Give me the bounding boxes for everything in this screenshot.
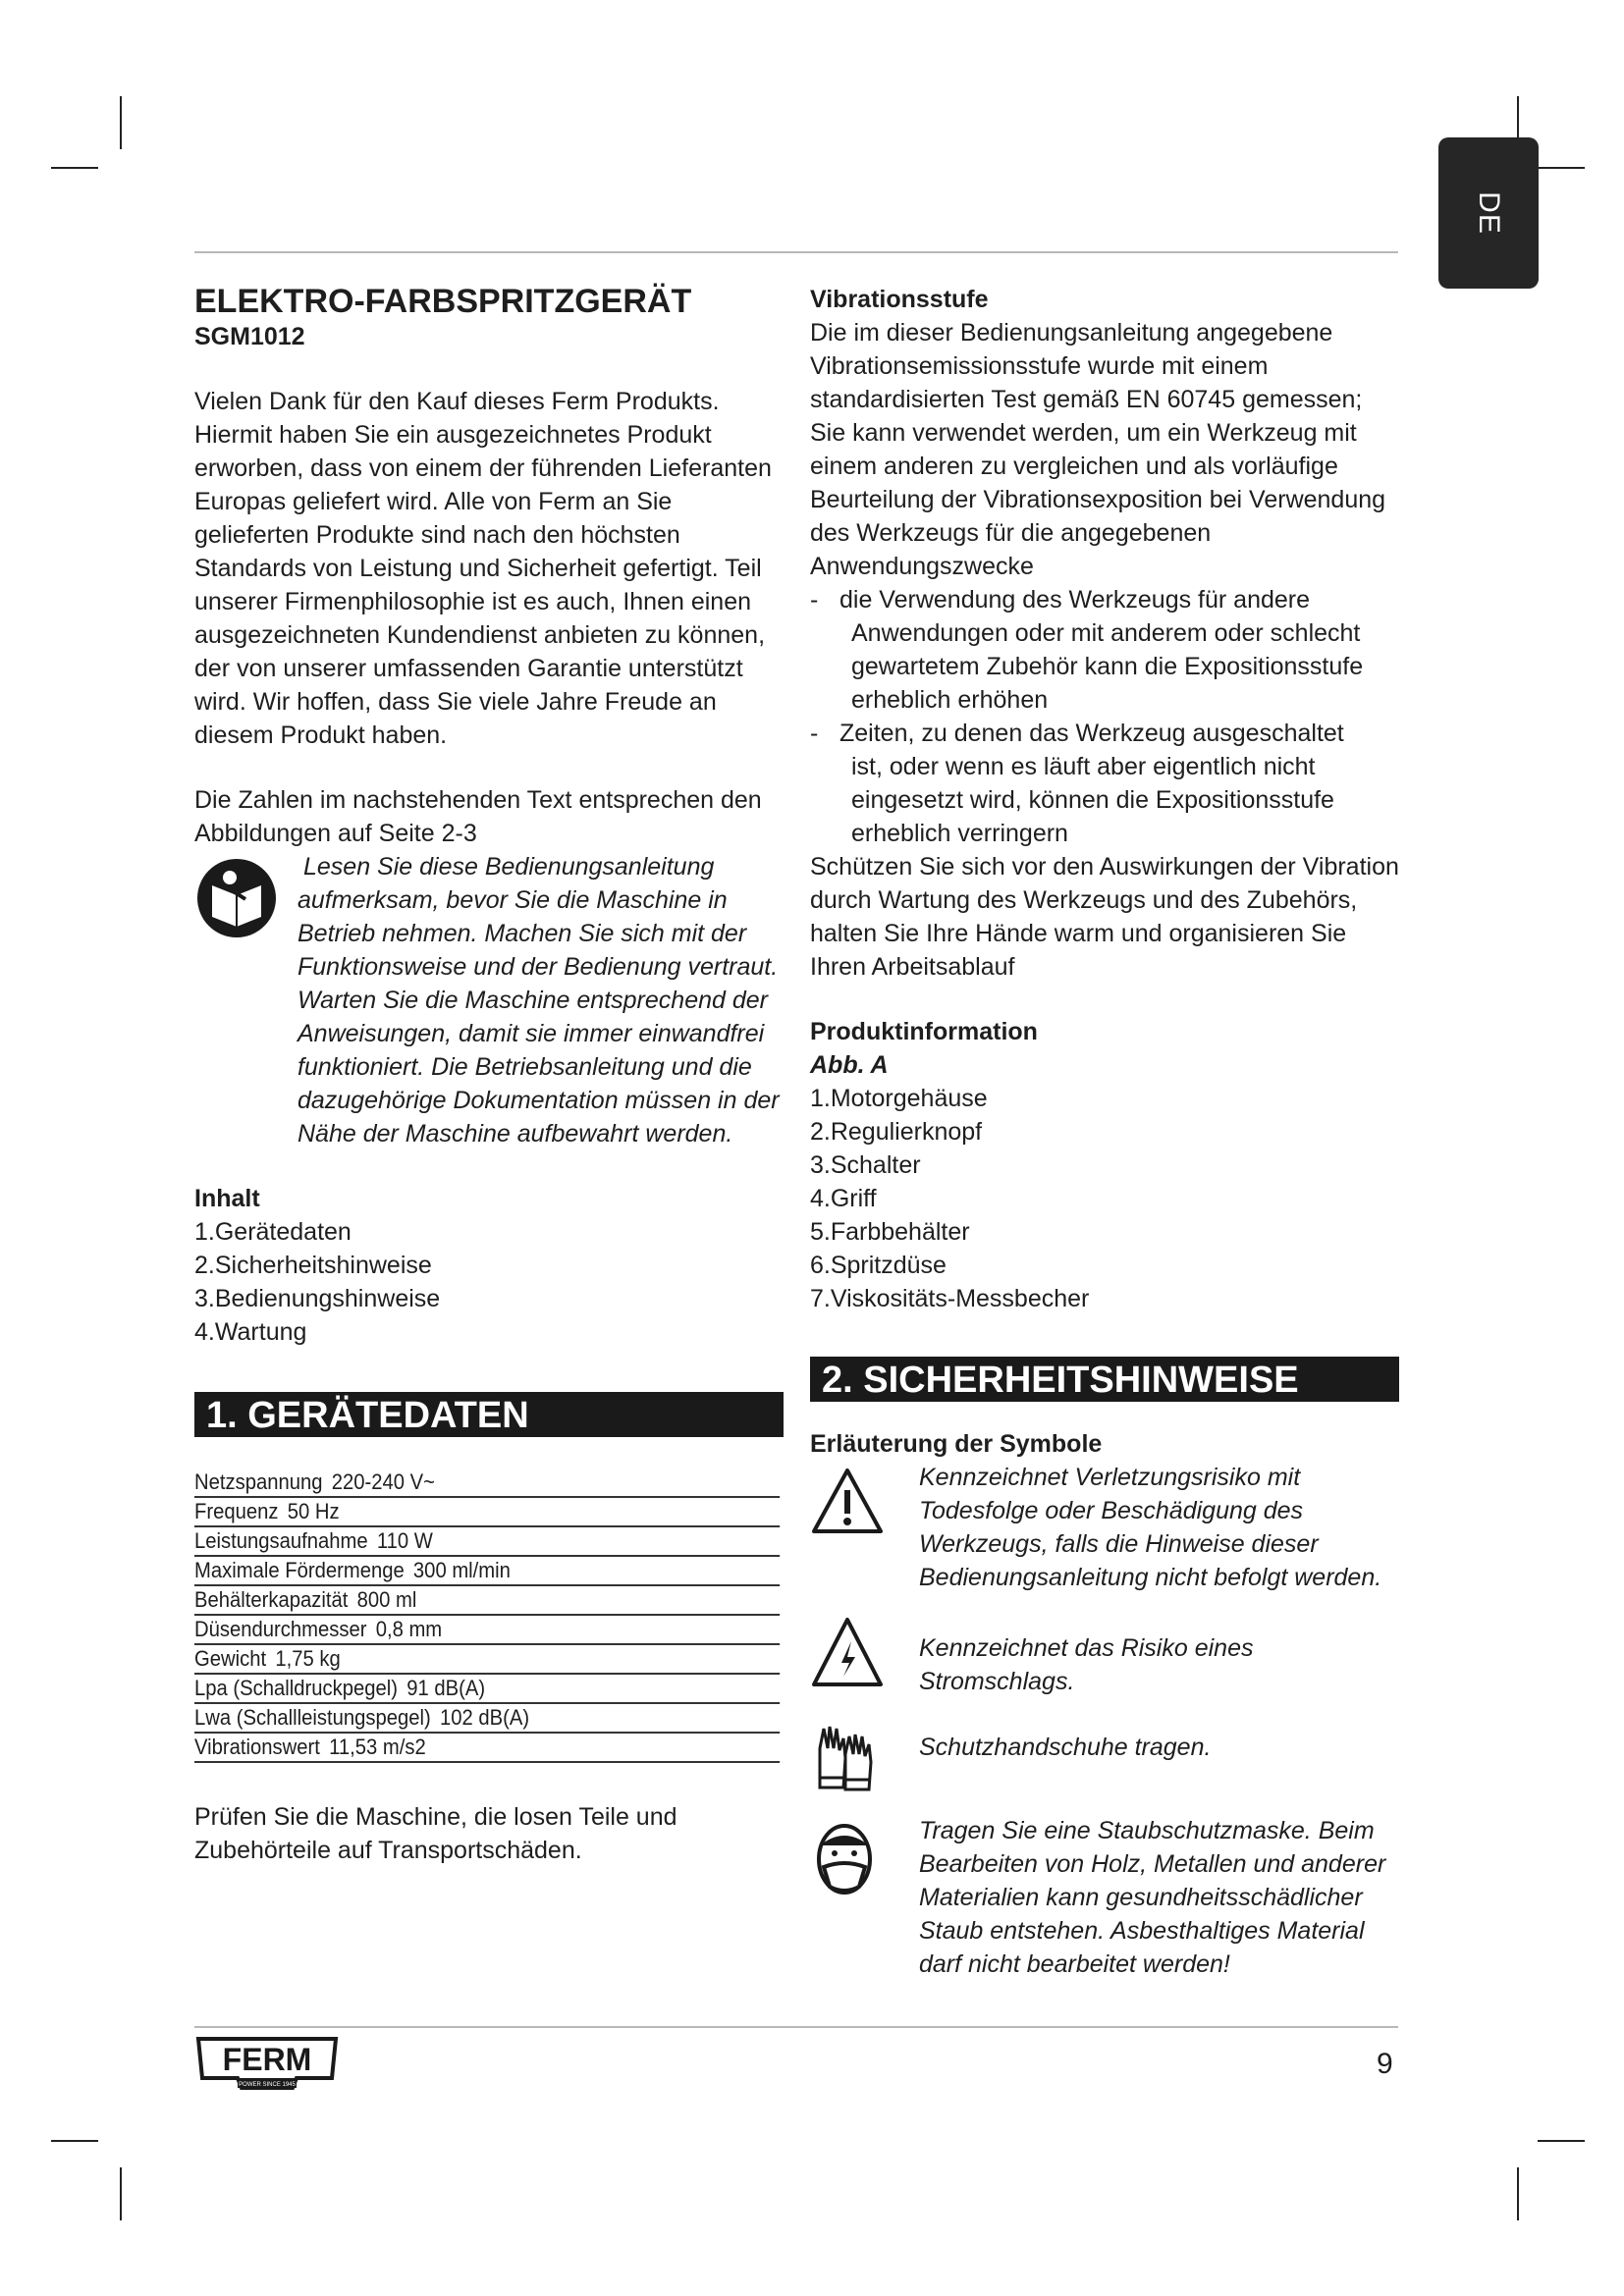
ferm-logo: [194, 2035, 340, 2092]
spec-row: [194, 1527, 780, 1557]
model-number: SGM1012: [194, 323, 305, 350]
spec-row: [194, 1586, 780, 1616]
electric-shock-icon: [810, 1616, 885, 1690]
page-number: 9: [1377, 2048, 1393, 2080]
spec-row: [194, 1616, 780, 1645]
gloves-icon: [810, 1719, 879, 1791]
contents-item: 1.Gerätedaten: [194, 1218, 352, 1246]
spec-row: [194, 1675, 780, 1704]
vibration-bullets: [810, 583, 1399, 850]
specs-table: [194, 1468, 784, 1763]
spec-label: Lpa (Schalldruckpegel): [194, 1676, 399, 1700]
contents-item: 2.Sicherheitshinweise: [194, 1252, 432, 1279]
spec-label: Leistungsaufnahme: [194, 1528, 368, 1553]
part-item: 2.Regulierknopf: [810, 1118, 983, 1146]
spec-label: Lwa (Schallleistungspegel): [194, 1705, 431, 1730]
spec-value: 300 ml/min: [412, 1558, 511, 1582]
spec-row: [194, 1734, 780, 1763]
crop-mark: [120, 96, 122, 149]
symbol-text: Schutzhandschuhe tragen.: [919, 1734, 1212, 1761]
symbol-text: Tragen Sie eine Staubschutzmaske. Beim Bearbeiten von Holz, Metallen und anderer Materialien kann gesundheitsschädlicher Staub entstehen. Asbesthaltiges Material darf nicht bearbeitet werden!: [919, 1817, 1386, 1978]
spec-row: [194, 1498, 780, 1527]
spec-value: 50 Hz: [287, 1499, 340, 1523]
read-manual-icon: [194, 856, 279, 940]
part-item: 5.Farbbehälter: [810, 1218, 970, 1246]
spec-label: Netzspannung: [194, 1469, 323, 1494]
part-item: 4.Griff: [810, 1185, 877, 1212]
dust-mask-icon: [810, 1820, 879, 1898]
spec-label: Frequenz: [194, 1499, 279, 1523]
figure-label: Abb. A: [810, 1051, 889, 1079]
spec-value: 1,75 kg: [275, 1646, 341, 1671]
left-column: [194, 283, 784, 1867]
spec-row: [194, 1468, 780, 1498]
spec-label: Maximale Fördermenge: [194, 1558, 405, 1582]
bullet-rest: Anwendungen oder mit anderem oder schlecht gewartetem Zubehör kann die Expositionsstufe erheblich erhöhen: [851, 619, 1364, 714]
spec-label: Düsendurchmesser: [194, 1617, 367, 1641]
symbols-heading: Erläuterung der Symbole: [810, 1430, 1103, 1458]
crop-mark: [51, 167, 98, 169]
figures-note: Die Zahlen im nachstehenden Text entsprechen den Abbildungen auf Seite 2-3: [194, 786, 762, 847]
spec-row: [194, 1704, 780, 1734]
symbol-text: Kennzeichnet Verletzungsrisiko mit Todesfolge oder Beschädigung des Werkzeugs, falls die Hinweise dieser Bedienungsanleitung nicht befolgt werden.: [919, 1464, 1382, 1591]
logo-tagline: POWER SINCE 1945: [239, 2082, 296, 2088]
vibration-text: Die im dieser Bedienungsanleitung angegebene Vibrationsemissionsstufe wurde mit einem standardisierten Test gemäß EN 60745 gemessen; Sie kann verwendet werden, um ein Werkzeug mit einem anderen zu vergleichen und als vorläufige Beurteilung der Vibrationsexposition bei Verwendung des Werkzeugs für die angegebenen Anwendungszwecke: [810, 319, 1386, 580]
footer-rule: [194, 2026, 1398, 2028]
crop-mark: [1538, 2140, 1585, 2142]
symbol-text: Kennzeichnet das Risiko eines Stromschlags.: [919, 1634, 1254, 1695]
spec-value: 0,8 mm: [375, 1617, 443, 1641]
symbol-row: [810, 1713, 1399, 1800]
product-parts-list: [810, 1082, 1399, 1315]
product-info-heading: Produktinformation: [810, 1018, 1038, 1045]
logo-text: FERM: [222, 2042, 312, 2077]
manual-notice-text: aufmerksam, bevor Sie die Maschine in Betrieb nehmen. Machen Sie sich mit der Funktionsweise und der Bedienung vertraut. Warten Sie die Maschine entsprechend der Anweisungen, damit sie immer einwandfrei funktioniert. Die Betriebsanleitung und die dazugehörige Dokumentation müssen in der Nähe der Maschine aufbewahrt werden.: [298, 886, 780, 1148]
contents-heading: Inhalt: [194, 1185, 260, 1212]
section-2-title: 2. SICHERHEITSHINWEISE: [810, 1357, 1399, 1402]
crop-mark: [1517, 2167, 1519, 2220]
vibration-bullet: - Zeiten, zu denen das Werkzeug ausgeschaltet ist, oder wenn es läuft aber eigentlich nicht eingesetzt wird, können die Expositionsstufe erheblich verringern: [810, 717, 1399, 850]
document-title: ELEKTRO-FARBSPRITZGERÄT: [194, 283, 692, 320]
part-item: 6.Spritzdüse: [810, 1252, 947, 1279]
right-column: [810, 283, 1399, 1981]
spec-value: 800 ml: [356, 1587, 417, 1612]
crop-mark: [120, 2167, 122, 2220]
contents-item: 3.Bedienungshinweise: [194, 1285, 441, 1312]
vibration-bullet: - die Verwendung des Werkzeugs für andere Anwendungen oder mit anderem oder schlecht gewartetem Zubehör kann die Expositionsstufe erheblich erhöhen: [810, 583, 1399, 717]
spec-value: 11,53 m/s2: [329, 1735, 426, 1759]
vibration-heading: Vibrationsstufe: [810, 286, 989, 313]
part-item: 1.Motorgehäuse: [810, 1085, 988, 1112]
warning-triangle-icon: [810, 1467, 885, 1535]
symbol-row: [810, 1461, 1399, 1594]
spec-value: 91 dB(A): [406, 1676, 486, 1700]
bullet-rest: ist, oder wenn es läuft aber eigentlich nicht eingesetzt wird, können die Expositionsstufe erheblich verringern: [851, 753, 1334, 847]
spec-row: [194, 1557, 780, 1586]
bullet-first-line: Zeiten, zu denen das Werkzeug ausgeschaltet: [839, 720, 1344, 747]
spec-value: 220-240 V~: [331, 1469, 435, 1494]
manual-notice-lead: Lesen Sie diese Bedienungsanleitung: [303, 853, 715, 881]
vibration-closing: Schützen Sie sich vor den Auswirkungen der Vibration durch Wartung des Werkzeugs und des Zubehörs, halten Sie Ihre Hände warm und organisieren Sie Ihren Arbeitsablauf: [810, 853, 1399, 981]
spec-value: 110 W: [376, 1528, 433, 1553]
transport-check-note: Prüfen Sie die Maschine, die losen Teile und Zubehörteile auf Transportschäden.: [194, 1803, 677, 1864]
bullet-first-line: die Verwendung des Werkzeugs für andere: [839, 586, 1311, 614]
spec-value: 102 dB(A): [439, 1705, 530, 1730]
symbol-row: [810, 1814, 1399, 1981]
section-1-title: 1. GERÄTEDATEN: [194, 1392, 784, 1437]
spec-label: Gewicht: [194, 1646, 267, 1671]
spec-row: [194, 1645, 780, 1675]
contents-item: 4.Wartung: [194, 1318, 307, 1346]
crop-mark: [51, 2140, 98, 2142]
header-rule: [194, 251, 1398, 253]
language-tab: [1438, 137, 1539, 289]
part-item: 7.Viskositäts-Messbecher: [810, 1285, 1090, 1312]
contents-list: [194, 1215, 784, 1349]
symbol-row: [810, 1610, 1399, 1699]
crop-mark: [1538, 167, 1585, 169]
manual-notice: [194, 850, 784, 1150]
part-item: 3.Schalter: [810, 1151, 921, 1179]
spec-label: Behälterkapazität: [194, 1587, 349, 1612]
spec-label: Vibrationswert: [194, 1735, 320, 1759]
language-tab-label: DE: [1473, 191, 1505, 235]
intro-paragraph: Vielen Dank für den Kauf dieses Ferm Produkts. Hiermit haben Sie ein ausgezeichnetes Produkt erworben, dass von einem der führenden Lieferanten Europas geliefert wird. Alle von Ferm an Sie gelieferten Produkte sind nach den höchsten Standards von Leistung und Sicherheit gefertigt. Teil unserer Firmenphilosophie ist es auch, Ihnen einen ausgezeichneten Kundendienst anbieten zu können, der von unserer umfassenden Garantie unterstützt wird. Wir hoffen, dass Sie viele Jahre Freude an diesem Produkt haben.: [194, 388, 772, 749]
